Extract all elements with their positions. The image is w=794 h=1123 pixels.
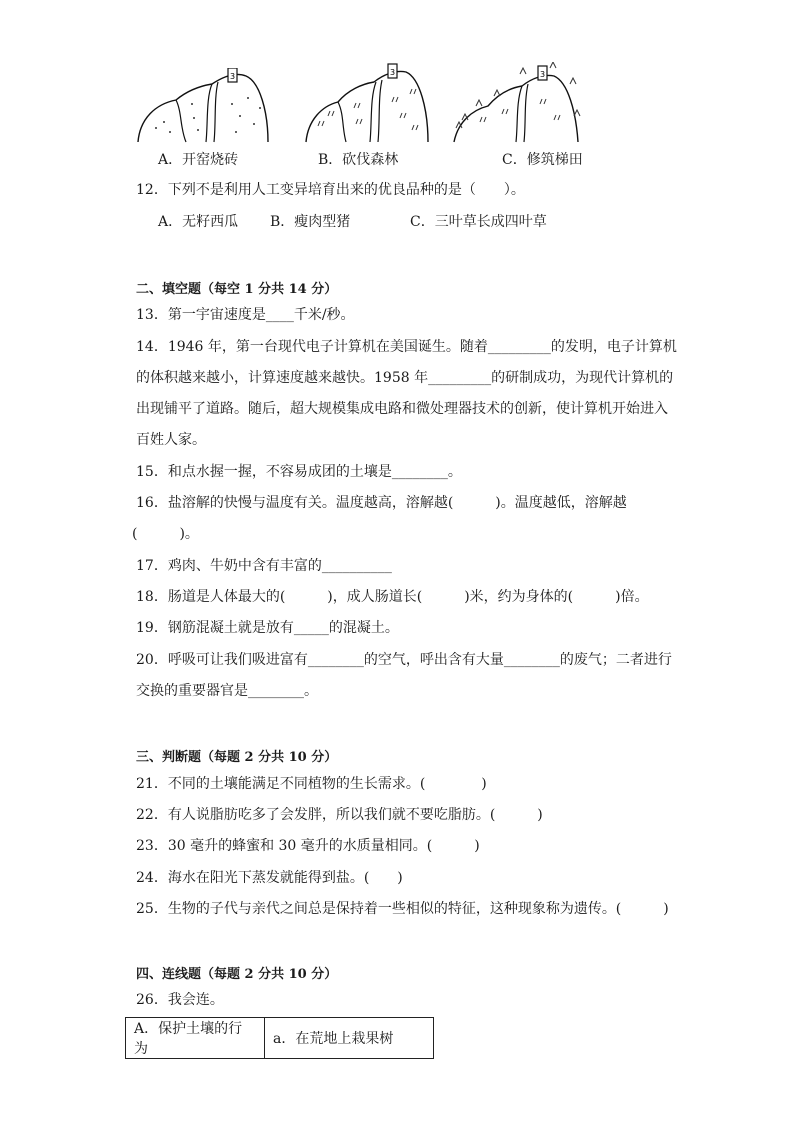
question-16: 16．盐溶解的快慢与温度有关。温度越高，溶解越( )。温度越低，溶解越 bbox=[136, 495, 627, 511]
section-judge-title: 三、判断题（每题 2 分共 10 分） bbox=[136, 750, 338, 765]
question-20-line-2: 交换的重要器官是________。 bbox=[136, 683, 318, 699]
hill-terrace-figure bbox=[450, 62, 582, 144]
question-14-line-3: 出现铺平了道路。随后，超大规模集成电路和微处理器技术的创新，使计算机开始进入 bbox=[136, 401, 668, 417]
q12-option-a: A．无籽西瓜 bbox=[158, 214, 239, 230]
question-20: 20．呼吸可让我们吸进富有________的空气，呼出含有大量________的废气；二者进行 bbox=[136, 652, 672, 668]
svg-text:3: 3 bbox=[390, 68, 396, 77]
option-deforest: B．砍伐森林 bbox=[318, 152, 399, 168]
question-15: 15．和点水握一握，不容易成团的土壤是________。 bbox=[136, 464, 462, 480]
question-18: 18．肠道是人体最大的( )，成人肠道长( )米，约为身体的( )倍。 bbox=[136, 589, 649, 605]
option-terrace: C．修筑梯田 bbox=[502, 152, 583, 168]
table-row bbox=[126, 1018, 434, 1059]
q12-option-c: C．三叶草长成四叶草 bbox=[410, 214, 547, 230]
section-fill-blank-title: 二、填空题（每空 1 分共 14 分） bbox=[136, 282, 338, 297]
question-14: 14．1946 年，第一台现代电子计算机在美国诞生。随着_________的发明，电子计算机 bbox=[136, 339, 677, 355]
question-13: 13．第一宇宙速度是____千米/秒。 bbox=[136, 307, 355, 323]
svg-text:3: 3 bbox=[540, 70, 546, 79]
matching-left-cell: A．保护土壤的行为 bbox=[126, 1018, 265, 1059]
section-matching-title: 四、连线题（每题 2 分共 10 分） bbox=[136, 967, 338, 982]
question-12: 12．下列不是利用人工变异培育出来的优良品种的是（ ）。 bbox=[136, 182, 525, 198]
question-16-line-2: ( )。 bbox=[132, 526, 199, 542]
question-17: 17．鸡肉、牛奶中含有丰富的__________ bbox=[136, 558, 392, 574]
q12-option-b: B．瘦肉型猪 bbox=[270, 214, 351, 230]
question-14-line-4: 百姓人家。 bbox=[136, 432, 206, 448]
question-23: 23．30 毫升的蜂蜜和 30 毫升的水质量相同。( ) bbox=[136, 838, 480, 854]
option-kiln: A．开窑烧砖 bbox=[158, 152, 239, 168]
hill-deforest-figure bbox=[304, 62, 430, 144]
question-19: 19．钢筋混凝土就是放有_____的混凝土。 bbox=[136, 620, 399, 636]
question-24: 24．海水在阳光下蒸发就能得到盐。( ) bbox=[136, 870, 403, 886]
svg-text:3: 3 bbox=[230, 72, 236, 81]
matching-right-cell: a．在荒地上栽果树 bbox=[265, 1018, 434, 1059]
hill-kiln-figure bbox=[136, 68, 270, 144]
question-22: 22．有人说脂肪吃多了会发胖，所以我们就不要吃脂肪。( ) bbox=[136, 807, 543, 823]
question-25: 25．生物的子代与亲代之间总是保持着一些相似的特征，这种现象称为遗传。( ) bbox=[136, 901, 669, 917]
matching-table bbox=[125, 1017, 434, 1059]
question-21: 21．不同的土壤能满足不同植物的生长需求。( ) bbox=[136, 776, 487, 792]
question-26: 26．我会连。 bbox=[136, 992, 224, 1008]
question-14-line-2: 的体积越来越小，计算速度越来越快。1958 年_________的研制成功，为现代计算机的 bbox=[136, 370, 674, 386]
